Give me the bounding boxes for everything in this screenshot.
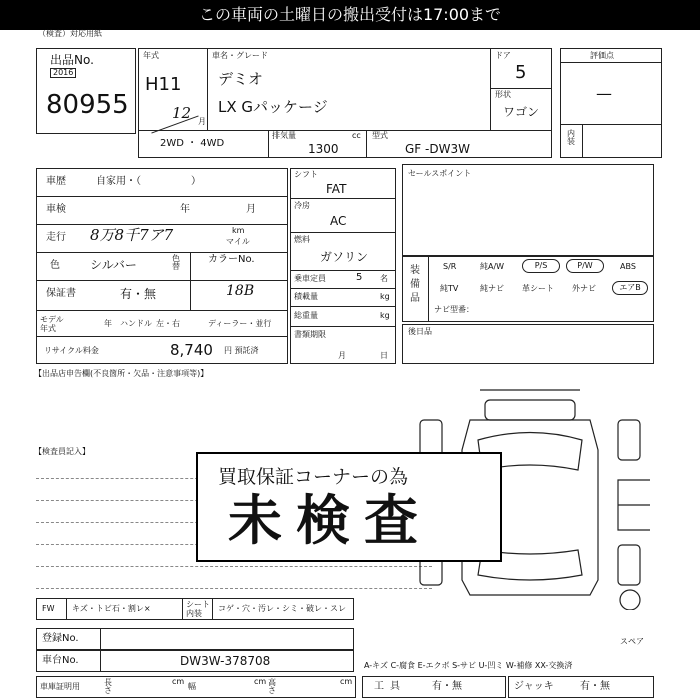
color-no-label: カラーNo. <box>208 254 255 265</box>
tools-label: 工具 <box>374 681 406 692</box>
equip-aw: 純A/W <box>480 262 505 271</box>
equip-pw: P/W <box>566 259 604 273</box>
top-note: （検査）対応用紙 <box>38 29 102 38</box>
color-label: 色 <box>50 260 60 271</box>
post-item-box <box>402 324 654 364</box>
cert-length-unit: cm <box>172 677 185 686</box>
nav-model-label: ナビ型番： <box>434 305 474 314</box>
month-unit: 月 <box>198 117 206 126</box>
handle-label: ハンドル <box>120 319 152 328</box>
tools-value: 有・無 <box>432 681 462 692</box>
fuel-value: ガソリン <box>320 250 369 264</box>
sales-point-label: セールスポイント <box>408 169 472 178</box>
registration-label: 登録No. <box>42 633 79 644</box>
equip-abs: ABS <box>620 262 636 271</box>
seller-note-label: 【出品店申告欄(不良箇所・欠品・注意事項等)】 <box>34 369 209 378</box>
doc-label: 書類期限 <box>294 330 326 339</box>
dealer-label: ディーラー・並行 <box>208 319 272 328</box>
model-label: 型式 <box>372 131 388 140</box>
score-value: — <box>596 84 612 103</box>
recycle-unit: 円 預託済 <box>224 346 259 355</box>
fw-label: FW <box>42 604 55 613</box>
equip-airbag: エアB <box>612 281 648 295</box>
handle-value: 左・右 <box>156 319 180 328</box>
seat-label: シート内装 <box>186 600 210 618</box>
equip-ps: P/S <box>522 259 560 273</box>
interior-label: 内装 <box>567 129 575 146</box>
warranty-value: 有・無 <box>120 287 157 301</box>
mileage-label: 走行 <box>46 232 66 243</box>
jack-value: 有・無 <box>580 681 610 692</box>
equip-leather: 革シート <box>522 284 554 293</box>
cc-unit: cc <box>352 131 361 140</box>
ac-label: 冷房 <box>294 201 310 210</box>
stamp-line1: 買取保証コーナーの為 <box>218 466 409 488</box>
door-label: ドア <box>495 51 511 60</box>
doc-day: 日 <box>380 351 388 360</box>
name-label: 車名・グレード <box>212 51 268 60</box>
registration-row <box>36 628 354 650</box>
recycle-label: リサイクル料金 <box>44 346 99 355</box>
lot-year-stamp: 2016 <box>50 68 76 78</box>
history-box <box>36 168 288 364</box>
usage-label: 車歴 <box>46 176 66 187</box>
shape-value: ワゴン <box>503 105 540 119</box>
weight-unit: kg <box>380 311 390 320</box>
model-year-label: モデル年式 <box>40 315 64 333</box>
cert-label: 車庫証明用 <box>40 682 80 691</box>
load-unit: kg <box>380 292 390 301</box>
cert-length: 長さ <box>104 678 112 695</box>
post-item-label: 後日品 <box>408 327 432 336</box>
usage-value: 自家用・（ ） <box>96 176 201 187</box>
drive-value: 2WD ・ 4WD <box>160 138 225 149</box>
capacity-label: 乗車定員 <box>294 274 326 283</box>
equip-ext-navi: 外ナビ <box>572 284 596 293</box>
stamp-line2: 未検査 <box>228 489 432 552</box>
cert-width: 幅 <box>188 682 196 691</box>
mile-unit: マイル <box>226 237 250 246</box>
chassis-value: DW3W-378708 <box>180 654 271 668</box>
ac-value: AC <box>330 214 347 228</box>
capacity-unit: 名 <box>380 274 388 283</box>
inspection-label: 車検 <box>46 204 66 215</box>
damage-legend: A-キズ C-腐食 E-エクボ S-サビ U-凹ミ W-補修 XX-交換済 <box>364 661 573 670</box>
lot-label: 出品No. <box>50 53 94 67</box>
seat-value: コゲ・穴・汚レ・シミ・破レ・スレ <box>218 604 346 613</box>
inspector-label: 【検査員記入】 <box>34 447 90 456</box>
chassis-label: 車台No. <box>42 655 79 666</box>
shift-value: FAT <box>326 182 347 196</box>
shape-label: 形状 <box>495 90 511 99</box>
door-value: 5 <box>515 62 527 83</box>
displacement-label: 排気量 <box>272 131 296 140</box>
inspection-month: 月 <box>246 204 256 215</box>
displacement-value: 1300 <box>308 142 339 156</box>
warranty-hand: 18B <box>226 283 255 299</box>
garage-cert-row <box>36 676 356 698</box>
model-year-unit: 年 <box>104 319 112 328</box>
car-name: デミオ <box>218 70 264 88</box>
color-value: シルバー <box>90 258 137 272</box>
year-label: 年式 <box>143 51 159 60</box>
model-value: GF -DW3W <box>405 142 470 156</box>
warranty-label: 保証書 <box>46 288 76 299</box>
weight-label: 総重量 <box>294 311 318 320</box>
banner-text: この車両の土曜日の搬出受付は17:00まで <box>198 5 502 24</box>
recycle-value: 8,740 <box>170 341 213 359</box>
cert-height-unit: cm <box>340 677 353 686</box>
capacity-value: 5 <box>356 272 363 283</box>
km-unit: km <box>232 226 245 235</box>
color-change-label: 色替 <box>172 254 180 271</box>
cert-width-unit: cm <box>254 677 267 686</box>
car-grade: LX Gパッケージ <box>218 98 328 116</box>
equipment-label: 装備品 <box>410 265 420 304</box>
cert-height: 高さ <box>268 678 276 695</box>
mileage-value: 8万8千7ア7 <box>90 226 174 244</box>
shift-label: シフト <box>294 170 318 179</box>
load-label: 積載量 <box>294 292 318 301</box>
spare-label: スペア <box>620 637 644 646</box>
year-era: H11 <box>145 74 182 95</box>
doc-month: 月 <box>338 351 346 360</box>
fuel-label: 燃料 <box>294 235 310 244</box>
equip-sr: S/R <box>443 262 457 271</box>
jack-label: ジャッキ <box>514 681 554 692</box>
equip-navi: 純ナビ <box>480 284 504 293</box>
equip-tv: 純TV <box>440 284 459 293</box>
lot-number: 80955 <box>46 90 129 120</box>
score-label: 評価点 <box>590 51 614 60</box>
year-month: 12 <box>172 104 192 122</box>
inspection-year: 年 <box>180 204 190 215</box>
fw-value: キズ・トビ石・割レ× <box>72 604 151 613</box>
